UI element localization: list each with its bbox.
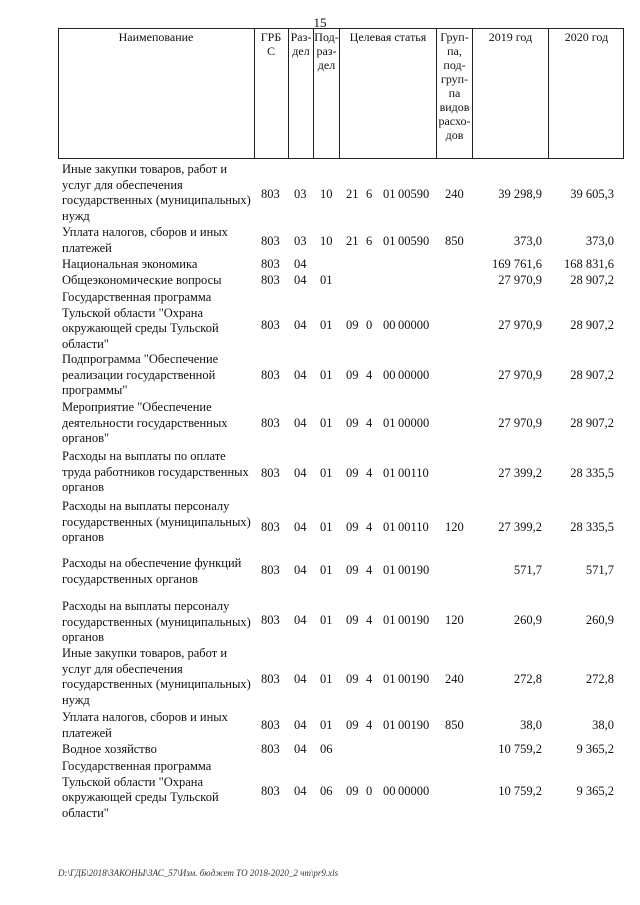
row-target-part: 6 — [366, 187, 373, 201]
row-razdel: 03 — [294, 234, 307, 248]
row-grbs: 803 — [261, 187, 280, 201]
row-podrazdel: 10 — [320, 187, 333, 201]
row-value-2020: 38,0 — [592, 718, 614, 732]
row-name: Расходы на обеспечение функций государственных органов — [62, 556, 242, 586]
row-target-part: 01 — [383, 520, 396, 534]
row-grbs: 803 — [261, 416, 280, 430]
row-target-part: 00190 — [398, 613, 430, 627]
row-podrazdel: 01 — [320, 520, 333, 534]
row-target-part: 01 — [383, 416, 396, 430]
row-name: Общеэкономические вопросы — [62, 273, 222, 287]
row-grbs: 803 — [261, 784, 280, 798]
header-razdel: Раз-дел — [290, 30, 312, 58]
header-target: Целевая статья — [349, 30, 427, 44]
row-razdel: 04 — [294, 784, 307, 798]
header-grbs: ГРБ С — [260, 30, 282, 58]
row-value-2019: 27 970,9 — [498, 318, 542, 332]
row-target-part: 01 — [383, 187, 396, 201]
row-razdel: 04 — [294, 466, 307, 480]
row-target-part: 21 — [346, 187, 359, 201]
row-grbs: 803 — [261, 318, 280, 332]
row-expense-type: 240 — [445, 187, 464, 201]
row-value-2019: 260,9 — [513, 613, 542, 627]
row-target-part: 4 — [366, 718, 373, 732]
row-razdel: 04 — [294, 520, 307, 534]
row-target-part: 00110 — [398, 520, 429, 534]
row-value-2020: 39 605,3 — [570, 187, 614, 201]
header-group: Груп-па, под-груп-па видов расхо-дов — [438, 30, 471, 142]
row-value-2019: 272,8 — [513, 672, 542, 686]
row-target-part: 00190 — [398, 563, 430, 577]
row-value-2020: 9 365,2 — [576, 742, 614, 756]
row-target-part: 00000 — [398, 368, 430, 382]
row-value-2019: 27 399,2 — [498, 466, 542, 480]
row-value-2019: 571,7 — [513, 563, 542, 577]
row-grbs: 803 — [261, 563, 280, 577]
row-value-2020: 28 335,5 — [570, 466, 614, 480]
row-grbs: 803 — [261, 368, 280, 382]
row-value-2019: 38,0 — [520, 718, 542, 732]
row-razdel: 04 — [294, 257, 307, 271]
row-value-2020: 9 365,2 — [576, 784, 614, 798]
row-target-part: 21 — [346, 234, 359, 248]
row-podrazdel: 01 — [320, 318, 333, 332]
row-name: Уплата налогов, сборов и иных платежей — [62, 710, 228, 740]
row-expense-type: 240 — [445, 672, 464, 686]
row-razdel: 04 — [294, 273, 307, 287]
row-value-2019: 27 970,9 — [498, 273, 542, 287]
row-expense-type: 120 — [445, 613, 464, 627]
row-podrazdel: 10 — [320, 234, 333, 248]
row-razdel: 04 — [294, 318, 307, 332]
row-value-2020: 28 907,2 — [570, 416, 614, 430]
row-target-part: 00000 — [398, 416, 430, 430]
row-target-part: 01 — [383, 234, 396, 248]
row-grbs: 803 — [261, 234, 280, 248]
row-target-part: 00590 — [398, 187, 430, 201]
row-target-part: 4 — [366, 466, 373, 480]
row-name: Расходы на выплаты по оплате труда работников государственных органов — [62, 449, 249, 494]
row-target-part: 0 — [366, 318, 373, 332]
row-razdel: 04 — [294, 563, 307, 577]
table-header — [58, 28, 624, 159]
row-target-part: 01 — [383, 563, 396, 577]
row-grbs: 803 — [261, 672, 280, 686]
row-name: Расходы на выплаты персоналу государственных (муниципальных) органов — [62, 599, 251, 644]
row-target-part: 09 — [346, 416, 359, 430]
row-grbs: 803 — [261, 273, 280, 287]
row-target-part: 09 — [346, 520, 359, 534]
row-name: Иные закупки товаров, работ и услуг для обеспечения государственных (муниципальных) нужд — [62, 646, 251, 707]
row-expense-type: 850 — [445, 718, 464, 732]
file-path-footer: D:\ГДБ\2018\ЗАКОНЫ\ЗАС_57\Изм. бюджет ТО 2018-2020_2 чт\pr9.xls — [58, 868, 339, 878]
row-value-2019: 27 970,9 — [498, 416, 542, 430]
row-target-part: 09 — [346, 563, 359, 577]
row-podrazdel: 06 — [320, 742, 333, 756]
row-name: Водное хозяйство — [62, 742, 157, 756]
row-razdel: 03 — [294, 187, 307, 201]
row-value-2020: 260,9 — [585, 613, 614, 627]
row-target-part: 00110 — [398, 466, 429, 480]
row-value-2019: 39 298,9 — [498, 187, 542, 201]
row-target-part: 09 — [346, 466, 359, 480]
row-target-part: 00190 — [398, 672, 430, 686]
row-podrazdel: 01 — [320, 273, 333, 287]
row-name: Государственная программа Тульской области "Охрана окружающей среды Тульской области" — [62, 759, 219, 820]
row-podrazdel: 01 — [320, 563, 333, 577]
row-value-2020: 28 907,2 — [570, 273, 614, 287]
row-value-2020: 272,8 — [585, 672, 614, 686]
row-name: Уплата налогов, сборов и иных платежей — [62, 225, 228, 255]
row-target-part: 09 — [346, 672, 359, 686]
row-target-part: 00000 — [398, 784, 430, 798]
row-target-part: 00590 — [398, 234, 430, 248]
row-target-part: 09 — [346, 368, 359, 382]
row-target-part: 01 — [383, 613, 396, 627]
row-razdel: 04 — [294, 416, 307, 430]
row-target-part: 09 — [346, 318, 359, 332]
row-razdel: 04 — [294, 613, 307, 627]
row-grbs: 803 — [261, 742, 280, 756]
row-podrazdel: 01 — [320, 466, 333, 480]
row-razdel: 04 — [294, 672, 307, 686]
header-name: Наимепование — [118, 30, 194, 44]
row-razdel: 04 — [294, 368, 307, 382]
row-target-part: 01 — [383, 718, 396, 732]
row-grbs: 803 — [261, 613, 280, 627]
row-grbs: 803 — [261, 520, 280, 534]
row-name: Расходы на выплаты персоналу государственных (муниципальных) органов — [62, 499, 251, 544]
row-value-2019: 27 970,9 — [498, 368, 542, 382]
row-target-part: 00 — [383, 368, 396, 382]
row-grbs: 803 — [261, 466, 280, 480]
row-target-part: 00 — [383, 318, 396, 332]
row-value-2020: 373,0 — [585, 234, 614, 248]
row-value-2019: 10 759,2 — [498, 742, 542, 756]
row-grbs: 803 — [261, 718, 280, 732]
row-target-part: 4 — [366, 613, 373, 627]
row-value-2020: 571,7 — [585, 563, 614, 577]
row-expense-type: 120 — [445, 520, 464, 534]
row-expense-type: 850 — [445, 234, 464, 248]
row-value-2020: 28 907,2 — [570, 368, 614, 382]
row-target-part: 4 — [366, 416, 373, 430]
row-razdel: 04 — [294, 742, 307, 756]
row-podrazdel: 01 — [320, 718, 333, 732]
row-podrazdel: 01 — [320, 613, 333, 627]
row-target-part: 4 — [366, 672, 373, 686]
row-target-part: 4 — [366, 520, 373, 534]
page-number: 15 — [313, 15, 327, 30]
row-podrazdel: 01 — [320, 416, 333, 430]
row-target-part: 00000 — [398, 318, 430, 332]
row-target-part: 6 — [366, 234, 373, 248]
header-podrazdel: Под-раз-дел — [314, 30, 339, 72]
header-year-2020: 2020 год — [564, 30, 609, 44]
row-podrazdel: 01 — [320, 368, 333, 382]
row-value-2019: 169 761,6 — [492, 257, 542, 271]
row-target-part: 09 — [346, 784, 359, 798]
row-target-part: 01 — [383, 466, 396, 480]
row-target-part: 00 — [383, 784, 396, 798]
row-razdel: 04 — [294, 718, 307, 732]
row-value-2020: 28 335,5 — [570, 520, 614, 534]
row-name: Государственная программа Тульской области "Охрана окружающей среды Тульской области" — [62, 290, 219, 351]
row-value-2020: 168 831,6 — [564, 257, 614, 271]
row-value-2020: 28 907,2 — [570, 318, 614, 332]
row-target-part: 09 — [346, 718, 359, 732]
row-name: Иные закупки товаров, работ и услуг для обеспечения государственных (муниципальных) нужд — [62, 162, 251, 223]
row-target-part: 4 — [366, 368, 373, 382]
row-value-2019: 27 399,2 — [498, 520, 542, 534]
row-target-part: 4 — [366, 563, 373, 577]
row-value-2019: 10 759,2 — [498, 784, 542, 798]
row-podrazdel: 01 — [320, 672, 333, 686]
row-name: Подпрограмма "Обеспечение реализации государственной программы" — [62, 352, 219, 397]
row-target-part: 01 — [383, 672, 396, 686]
row-target-part: 00190 — [398, 718, 430, 732]
row-target-part: 0 — [366, 784, 373, 798]
header-year-2019: 2019 год — [488, 30, 533, 44]
row-grbs: 803 — [261, 257, 280, 271]
row-name: Национальная экономика — [62, 257, 198, 271]
row-name: Мероприятие "Обеспечение деятельности государственных органов" — [62, 400, 228, 445]
row-podrazdel: 06 — [320, 784, 333, 798]
row-value-2019: 373,0 — [513, 234, 542, 248]
row-target-part: 09 — [346, 613, 359, 627]
